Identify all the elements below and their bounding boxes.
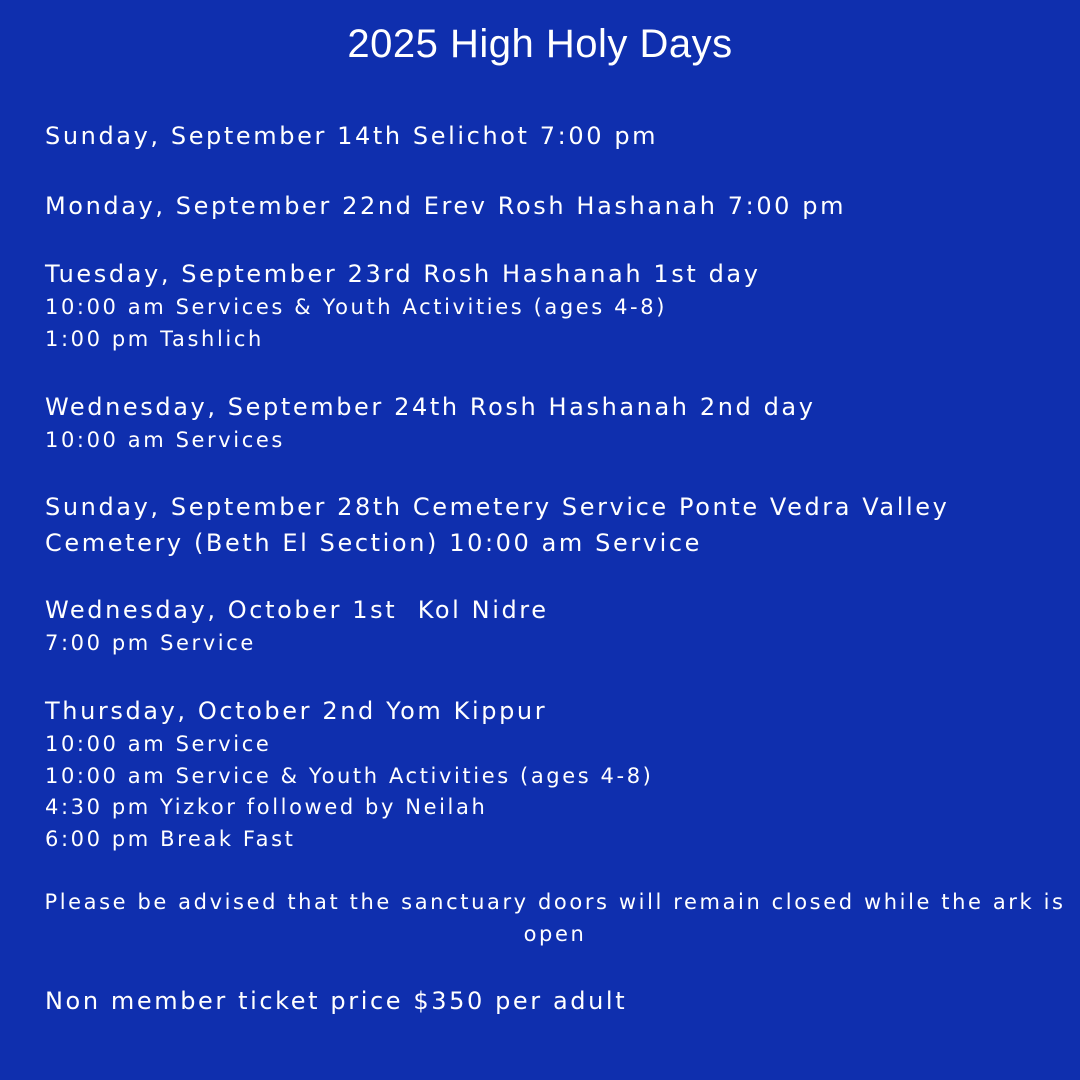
event-rosh-hashanah-day-1 (45, 256, 1045, 355)
event-detail: 10:00 am Service (45, 732, 272, 756)
event-kol-nidre (45, 592, 1045, 660)
event-detail: 6:00 pm Break Fast (45, 826, 296, 851)
event-yom-kippur (45, 693, 1045, 855)
event-detail: 10:00 am Services & Youth Activities (ages 4-8) (45, 295, 667, 319)
event-heading: Sunday, September 28th Cemetery Service Ponte Vedra Valley Cemetery (Beth El Section) 10:00 am Service (45, 493, 950, 557)
event-detail: 4:30 pm Yizkor followed by Neilah (45, 795, 488, 819)
event-heading: Wednesday, September 24th Rosh Hashanah 2nd day (45, 393, 816, 421)
event-detail: 1:00 pm Tashlich (45, 326, 264, 351)
event-heading: Wednesday, October 1st Kol Nidre (45, 596, 549, 624)
event-rosh-hashanah-day-2 (45, 389, 1045, 457)
event-detail: 10:00 am Services (45, 428, 285, 452)
event-detail: 7:00 pm Service (45, 631, 256, 655)
event-heading: Sunday, September 14th Selichot 7:00 pm (45, 122, 659, 150)
event-cemetery-service (45, 489, 1045, 561)
event-detail: 10:00 am Service & Youth Activities (ages 4-8) (45, 763, 654, 788)
event-heading: Tuesday, September 23rd Rosh Hashanah 1st day (45, 260, 761, 288)
page-title: 2025 High Holy Days (347, 22, 733, 66)
sanctuary-notice: Please be advised that the sanctuary doors will remain closed while the ark is open (44, 890, 1066, 946)
ticket-price-text: Non member ticket price $350 per adult (45, 987, 628, 1015)
event-heading: Monday, September 22nd Erev Rosh Hashanah 7:00 pm (45, 192, 847, 220)
event-heading: Thursday, October 2nd Yom Kippur (45, 697, 548, 725)
event-selichot (45, 118, 1045, 154)
ticket-price (45, 983, 1045, 1019)
event-erev-rosh-hashanah (45, 188, 1045, 224)
